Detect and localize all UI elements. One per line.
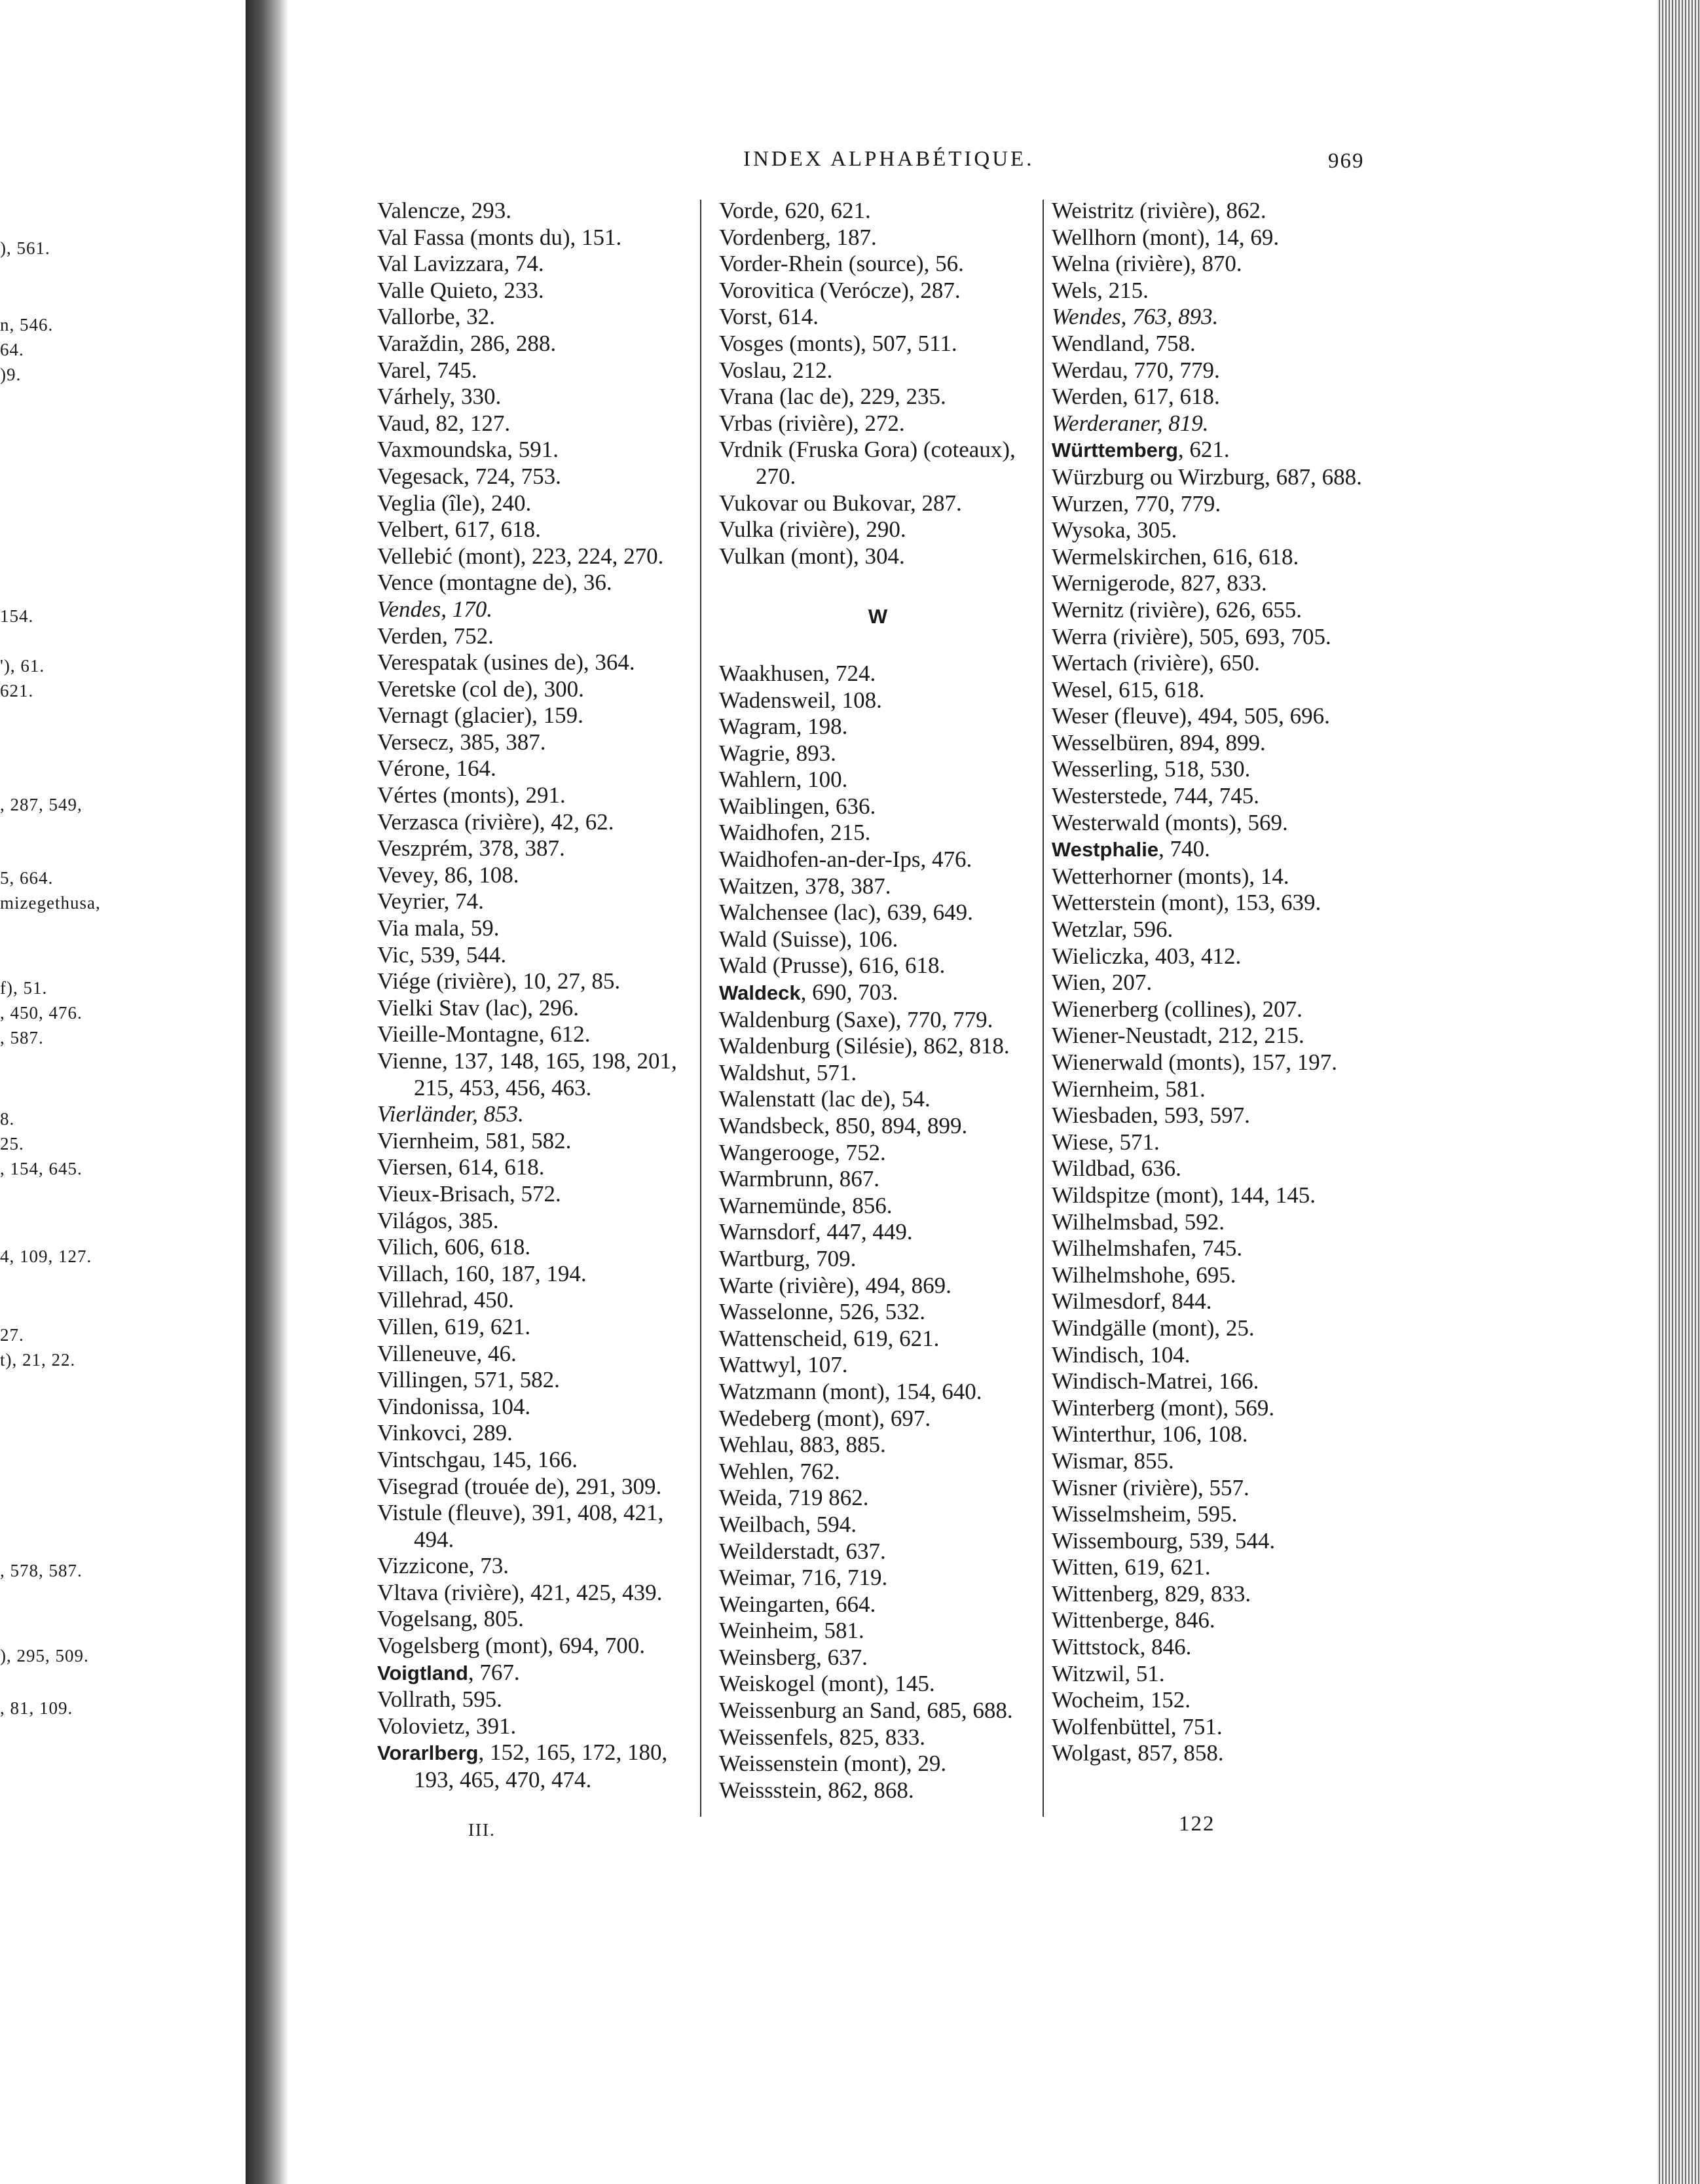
index-entry: Vintschgau, 145, 166. <box>377 1446 578 1472</box>
left-page-line: , 450, 476. <box>0 1003 83 1023</box>
index-entry: Wehlen, 762. <box>719 1458 840 1484</box>
index-entry: Vernagt (glacier), 159. <box>377 702 583 729</box>
page-edges <box>1657 0 1700 2184</box>
index-entry: Wesserling, 518, 530. <box>1052 756 1251 782</box>
index-entry: Wellhorn (mont), 14, 69. <box>1052 224 1280 250</box>
index-entry: Vaxmoundska, 591. <box>377 437 559 463</box>
index-entry: Walchensee (lac), 639, 649. <box>719 900 973 926</box>
index-entry: Vendes, 170. <box>377 596 492 622</box>
index-entry: Vindonissa, 104. <box>377 1393 531 1419</box>
index-entry: Vogelsberg (mont), 694, 700. <box>377 1633 645 1659</box>
index-entry: Wienerberg (collines), 207. <box>1052 996 1303 1022</box>
index-entry-term: Vorarlberg <box>377 1741 479 1765</box>
index-entry: Vierländer, 853. <box>377 1101 524 1127</box>
index-entry: Vieux-Brisach, 572. <box>377 1180 561 1207</box>
index-entry: Valencze, 293. <box>377 198 512 223</box>
index-entry: Wienerwald (monts), 157, 197. <box>1052 1049 1337 1075</box>
index-entry: Walenstatt (lac de), 54. <box>719 1086 931 1112</box>
index-entry: Vértes (monts), 291. <box>377 782 566 809</box>
index-entry: Wendes, 763, 893. <box>1052 304 1219 330</box>
index-entry: Valle Quieto, 233. <box>377 277 544 303</box>
index-entry: Weissenstein (mont), 29. <box>719 1751 947 1777</box>
index-entry: Versecz, 385, 387. <box>377 729 546 755</box>
index-entry: Vevey, 86, 108. <box>377 862 519 888</box>
index-entry: Wieliczka, 403, 412. <box>1052 943 1242 969</box>
index-entry: Velbert, 617, 618. <box>377 517 541 543</box>
index-entry: Vukovar ou Bukovar, 287. <box>719 490 962 516</box>
index-entry: Vorst, 614. <box>719 304 819 330</box>
index-entry: Visegrad (trouée de), 291, 309. <box>377 1473 662 1499</box>
index-entry: Vogelsang, 805. <box>377 1606 524 1632</box>
index-entry: Veretske (col de), 300. <box>377 676 584 702</box>
index-entry: Verzasca (rivière), 42, 62. <box>377 809 614 835</box>
index-entry-pages: , 621. <box>1177 437 1230 463</box>
index-entry: Weimar, 716, 719. <box>719 1565 888 1591</box>
index-entry: Wittstock, 846. <box>1052 1634 1192 1660</box>
index-entry: Wiernheim, 581. <box>1052 1076 1206 1102</box>
index-entry: Wattwyl, 107. <box>719 1352 848 1378</box>
index-entry: Wasselonne, 526, 532. <box>719 1299 926 1325</box>
left-page-line: ), 561. <box>0 238 50 258</box>
index-entry: Villen, 619, 621. <box>377 1313 531 1339</box>
index-entry: Warnemünde, 856. <box>719 1192 893 1218</box>
index-entry: Wels, 215. <box>1052 277 1149 303</box>
index-entry: Waidhofen-an-der-Ips, 476. <box>719 846 972 873</box>
index-entry: Val Lavizzara, 74. <box>377 251 544 277</box>
index-entry: Vrana (lac de), 229, 235. <box>719 384 946 410</box>
index-entry: Waiblingen, 636. <box>719 793 876 819</box>
index-entry: Verespatak (usines de), 364. <box>377 649 635 676</box>
index-entry: Vrdnik (Fruska Gora) (coteaux), 270. <box>719 437 1016 489</box>
index-entry: Wetzlar, 596. <box>1052 917 1173 943</box>
index-entry: Vinkovci, 289. <box>377 1420 513 1446</box>
index-entry: Vollrath, 595. <box>377 1686 502 1713</box>
index-entry: Wisselmsheim, 595. <box>1052 1501 1238 1527</box>
index-entry: Vorovitica (Verócze), 287. <box>719 277 961 303</box>
left-page-line: 25. <box>0 1134 24 1154</box>
index-entry: Weida, 719 862. <box>719 1485 869 1511</box>
index-entry-term: Waldeck <box>719 981 801 1005</box>
index-entry: Weissenfels, 825, 833. <box>719 1724 926 1750</box>
index-entry: Waitzen, 378, 387. <box>719 873 891 899</box>
index-entry: Vic, 539, 544. <box>377 941 507 968</box>
left-page-line: ), 295, 509. <box>0 1646 89 1665</box>
index-entry: Waldenburg (Saxe), 770, 779. <box>719 1006 993 1032</box>
index-entry: Witten, 619, 621. <box>1052 1554 1211 1580</box>
index-entry: Westerstede, 744, 745. <box>1052 783 1259 809</box>
left-page-line: mizegethusa, <box>0 893 101 913</box>
index-entry: Werderaner, 819. <box>1052 410 1209 436</box>
index-entry: Wittenberge, 846. <box>1052 1607 1215 1633</box>
left-page-line: 8. <box>0 1109 15 1129</box>
index-entry: Warnsdorf, 447, 449. <box>719 1219 913 1245</box>
index-entry: Waakhusen, 724. <box>719 660 876 686</box>
left-page-line: 5, 664. <box>0 868 54 888</box>
index-entry: Veyrier, 74. <box>377 888 484 915</box>
left-page-line: , 587. <box>0 1028 44 1047</box>
index-entry: Vordenberg, 187. <box>719 224 877 250</box>
index-entry: Vltava (rivière), 421, 425, 439. <box>377 1579 663 1605</box>
left-page-fragment <box>0 0 131 2184</box>
index-entry: Wesselbüren, 894, 899. <box>1052 729 1266 755</box>
index-entry: Vaud, 82, 127. <box>377 410 511 436</box>
index-entry-term: Württemberg <box>1052 439 1178 462</box>
index-entry: Vallorbe, 32. <box>377 304 495 330</box>
left-page-line: )9. <box>0 365 22 384</box>
index-entry: Wendland, 758. <box>1052 330 1196 356</box>
index-entry: Windgälle (mont), 25. <box>1052 1315 1255 1341</box>
index-entry: Wisner (rivière), 557. <box>1052 1474 1249 1501</box>
index-entry: Wiesbaden, 593, 597. <box>1052 1102 1250 1129</box>
index-entry: Wesel, 615, 618. <box>1052 676 1205 702</box>
index-entry: Vizzicone, 73. <box>377 1553 509 1579</box>
index-entry: Weinheim, 581. <box>719 1618 864 1644</box>
index-entry: Viernheim, 581, 582. <box>377 1127 572 1154</box>
index-entry: Wolgast, 857, 858. <box>1052 1740 1224 1766</box>
index-entry: Villingen, 571, 582. <box>377 1367 560 1393</box>
index-column-1 <box>377 198 692 1794</box>
index-entry: Vienne, 137, 148, 165, 198, 201, 215, 453, 456, 463. <box>377 1048 677 1101</box>
index-entry: Varel, 745. <box>377 357 477 383</box>
index-entry: Vilich, 606, 618. <box>377 1234 531 1260</box>
index-entry: Verden, 752. <box>377 623 494 649</box>
index-entry: Veszprém, 378, 387. <box>377 835 565 862</box>
index-entry: Wildspitze (mont), 144, 145. <box>1052 1182 1316 1208</box>
index-entry: Vulkan (mont), 304. <box>719 543 905 569</box>
index-entry-pages: , 767. <box>468 1659 520 1685</box>
index-entry: Varaždin, 286, 288. <box>377 330 557 356</box>
index-entry: Wartburg, 709. <box>719 1245 857 1271</box>
index-entry: Weilderstadt, 637. <box>719 1538 886 1564</box>
index-entry: Viersen, 614, 618. <box>377 1154 545 1180</box>
index-entry: Weingarten, 664. <box>719 1591 876 1617</box>
index-entry: Wetterhorner (monts), 14. <box>1052 863 1289 889</box>
index-entry: Wocheim, 152. <box>1052 1687 1191 1713</box>
index-column-2 <box>719 198 1037 1804</box>
sheet-number: 122 <box>1179 1812 1215 1836</box>
index-entry: Wissembourg, 539, 544. <box>1052 1527 1276 1554</box>
index-entry: Várhely, 330. <box>377 384 502 410</box>
index-entry: Weser (fleuve), 494, 505, 696. <box>1052 703 1330 729</box>
left-page-line: , 578, 587. <box>0 1561 83 1580</box>
index-entry <box>377 1660 692 1687</box>
index-entry: Wandsbeck, 850, 894, 899. <box>719 1113 968 1138</box>
index-entry: Wilmesdorf, 844. <box>1052 1288 1212 1315</box>
index-column-3 <box>1052 198 1369 1767</box>
index-entry: Warte (rivière), 494, 869. <box>719 1272 952 1298</box>
index-entry: Vistule (fleuve), 391, 408, 421, 494. <box>377 1500 664 1552</box>
index-entry: Windisch-Matrei, 166. <box>1052 1368 1259 1394</box>
index-entry: Wetterstein (mont), 153, 639. <box>1052 890 1321 916</box>
index-entry: Wald (Prusse), 616, 618. <box>719 953 946 979</box>
left-page-line: 27. <box>0 1325 24 1345</box>
index-entry: Wurzen, 770, 779. <box>1052 490 1221 517</box>
index-entry: Wangerooge, 752. <box>719 1139 886 1165</box>
index-entry: Wagram, 198. <box>719 714 848 740</box>
index-entry: Wildbad, 636. <box>1052 1156 1181 1182</box>
index-entry: Weissstein, 862, 868. <box>719 1777 914 1803</box>
binding-shadow <box>246 0 288 2184</box>
index-entry: Via mala, 59. <box>377 915 500 941</box>
index-entry: Wolfenbüttel, 751. <box>1052 1713 1223 1739</box>
index-entry: Veglia (île), 240. <box>377 490 532 516</box>
index-entry: Vorder-Rhein (source), 56. <box>719 251 964 277</box>
index-entry: Wertach (rivière), 650. <box>1052 650 1260 676</box>
index-entry: Wadensweil, 108. <box>719 687 882 713</box>
index-entry <box>1052 836 1369 864</box>
index-entry: Wilhelmsbad, 592. <box>1052 1209 1225 1235</box>
index-entry: Wermelskirchen, 616, 618. <box>1052 543 1299 570</box>
index-entry <box>719 979 1037 1007</box>
index-entry: Vegesack, 724, 753. <box>377 463 561 489</box>
page-number: 969 <box>1328 149 1365 173</box>
index-entry: Weiskogel (mont), 145. <box>719 1671 935 1697</box>
index-entry: Vieille-Montagne, 612. <box>377 1021 591 1047</box>
index-entry: Vellebić (mont), 223, 224, 270. <box>377 543 664 569</box>
index-entry: Volovietz, 391. <box>377 1713 517 1739</box>
index-entry: Waldenburg (Silésie), 862, 818. <box>719 1033 1010 1059</box>
index-entry: Wald (Suisse), 106. <box>719 926 898 952</box>
index-entry <box>377 1739 692 1793</box>
left-page-line: 4, 109, 127. <box>0 1247 92 1266</box>
left-page-line: f), 51. <box>0 978 48 998</box>
index-entry-term: Voigtland <box>377 1661 468 1684</box>
left-page-line: t), 21, 22. <box>0 1350 76 1370</box>
index-entry: Windisch, 104. <box>1052 1341 1191 1368</box>
running-header: INDEX ALPHABÉTIQUE. <box>743 147 1035 171</box>
index-entry-pages: , 740. <box>1158 836 1210 862</box>
index-entry: Weilbach, 594. <box>719 1511 857 1537</box>
index-entry: Waldshut, 571. <box>719 1059 857 1085</box>
index-entry: Wysoka, 305. <box>1052 517 1177 543</box>
index-entry: Wernigerode, 827, 833. <box>1052 570 1267 596</box>
index-entry <box>1052 437 1369 464</box>
left-page-line: '), 61. <box>0 656 45 676</box>
index-entry: Vielki Stav (lac), 296. <box>377 994 579 1021</box>
index-entry: Wiese, 571. <box>1052 1129 1160 1155</box>
index-entry: Vosges (monts), 507, 511. <box>719 330 957 356</box>
index-entry: Würzburg ou Wirzburg, 687, 688. <box>1052 464 1362 490</box>
index-entry: Villehrad, 450. <box>377 1287 514 1313</box>
index-entry: Wedeberg (mont), 697. <box>719 1405 931 1431</box>
index-entry: Wilhelmshafen, 745. <box>1052 1235 1243 1262</box>
column-rule <box>1043 200 1044 1817</box>
index-entry: Warmbrunn, 867. <box>719 1166 880 1192</box>
printer-signature: III. <box>468 1820 496 1840</box>
index-entry: Witzwil, 51. <box>1052 1660 1165 1686</box>
index-entry: Wahlern, 100. <box>719 767 848 793</box>
index-entry: Viége (rivière), 10, 27, 85. <box>377 968 621 994</box>
index-entry: Vérone, 164. <box>377 755 496 782</box>
left-page-line: , 287, 549, <box>0 795 83 814</box>
index-entry: Wittenberg, 829, 833. <box>1052 1580 1251 1607</box>
index-entry: Wiener-Neustadt, 212, 215. <box>1052 1023 1304 1049</box>
index-entry: Villach, 160, 187, 194. <box>377 1260 587 1286</box>
left-page-line: 621. <box>0 681 34 701</box>
index-entry: Vorde, 620, 621. <box>719 198 871 223</box>
index-entry: Vence (montagne de), 36. <box>377 570 612 596</box>
index-entry: Weinsberg, 637. <box>719 1644 868 1670</box>
index-entry: Wismar, 855. <box>1052 1447 1174 1474</box>
left-page-line: 64. <box>0 340 24 359</box>
index-entry: Wernitz (rivière), 626, 655. <box>1052 596 1303 623</box>
index-entry: Watzmann (mont), 154, 640. <box>719 1378 982 1404</box>
column-rule <box>700 200 701 1817</box>
index-entry: Winterberg (mont), 569. <box>1052 1394 1275 1421</box>
left-page-line: , 81, 109. <box>0 1698 73 1718</box>
index-entry: Wagrie, 893. <box>719 740 836 766</box>
left-page-line: n, 546. <box>0 315 54 335</box>
index-entry: Weistritz (rivière), 862. <box>1052 198 1266 223</box>
index-entry: Welna (rivière), 870. <box>1052 251 1242 277</box>
index-entry-term: Westphalie <box>1052 838 1159 862</box>
index-entry: Wehlau, 883, 885. <box>719 1432 886 1458</box>
index-entry: Werdau, 770, 779. <box>1052 357 1220 383</box>
index-entry: Vrbas (rivière), 272. <box>719 410 905 436</box>
index-entry: Villeneuve, 46. <box>377 1340 517 1366</box>
index-entry: Winterthur, 106, 108. <box>1052 1421 1248 1447</box>
index-entry: Weissenburg an Sand, 685, 688. <box>719 1698 1013 1724</box>
index-entry: Val Fassa (monts du), 151. <box>377 224 622 250</box>
section-letter: W <box>868 605 888 628</box>
index-entry: Wattenscheid, 619, 621. <box>719 1325 940 1351</box>
index-entry: Westerwald (monts), 569. <box>1052 809 1288 835</box>
index-entry: Voslau, 212. <box>719 357 833 383</box>
index-entry: Világos, 385. <box>377 1207 499 1233</box>
index-entry-pages: , 152, 165, 172, 180, 193, 465, 470, 474. <box>414 1739 668 1793</box>
index-entry-pages: , 690, 703. <box>800 979 898 1006</box>
index-entry: Wien, 207. <box>1052 970 1153 996</box>
index-entry: Waidhofen, 215. <box>719 820 871 846</box>
index-entry: Vulka (rivière), 290. <box>719 517 906 543</box>
index-entry: Werden, 617, 618. <box>1052 384 1220 410</box>
left-page-line: 154. <box>0 606 34 626</box>
index-entry: Wilhelmshohe, 695. <box>1052 1262 1236 1288</box>
left-page-line: , 154, 645. <box>0 1159 83 1178</box>
index-entry: Werra (rivière), 505, 693, 705. <box>1052 623 1331 649</box>
